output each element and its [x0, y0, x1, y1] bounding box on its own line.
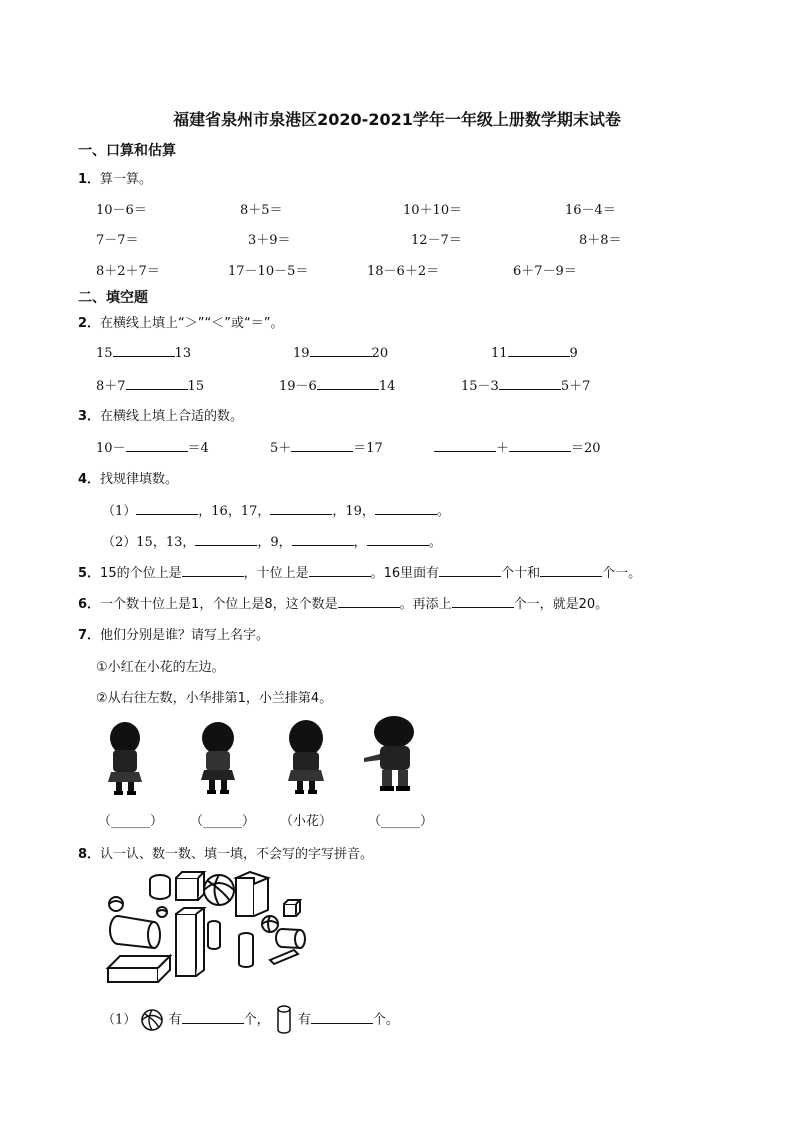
question-number: 2．: [78, 316, 101, 331]
answer-blank[interactable]: [182, 564, 244, 577]
answer-blank[interactable]: [292, 533, 354, 546]
answer-blank[interactable]: [311, 1011, 373, 1024]
calc-item: 10＋10＝: [403, 203, 463, 218]
pattern-item-1: （1） ，16，17， ，19， 。: [102, 504, 450, 519]
answer-blank[interactable]: [136, 502, 198, 515]
answer-blank[interactable]: [182, 1011, 244, 1024]
answer-blank[interactable]: [434, 439, 496, 452]
pattern-item-2: （2）15，13， ，9， ， 。: [102, 535, 442, 550]
clue-1: ①小红在小花的左边。: [96, 660, 225, 675]
child-figure-4: [360, 714, 424, 796]
compare-item: 8＋7 15: [96, 379, 205, 394]
name-label-3: （小花）: [280, 814, 333, 829]
question-6: 6．一个数十位上是1，个位上是8，这个数是 。再添上 个一，就是20。: [78, 597, 609, 612]
answer-blank[interactable]: [367, 533, 429, 546]
question-5: 5．15的个位上是 ，十位上是 。16里面有 个十和 个一。: [78, 566, 642, 581]
page-title: 福建省泉州市泉港区2020-2021学年一年级上册数学期末试卷: [173, 110, 621, 129]
shapes-illustration: [104, 868, 334, 986]
question-number: 3．: [78, 409, 101, 424]
answer-blank[interactable]: [113, 344, 175, 357]
compare-item: 15 13: [96, 346, 192, 361]
name-label-1: （______）: [98, 814, 164, 829]
answer-blank[interactable]: [270, 502, 332, 515]
compare-item: 19－6 14: [279, 379, 396, 394]
question-number: 5．: [78, 566, 101, 581]
question-text: 他们分别是谁？请写上名字。: [100, 628, 270, 643]
answer-blank[interactable]: [338, 595, 400, 608]
answer-blank[interactable]: [126, 439, 188, 452]
question-text: 算一算。: [100, 172, 153, 187]
question-2: [78, 312, 283, 331]
answer-blank[interactable]: [317, 377, 379, 390]
answer-blank[interactable]: [195, 533, 257, 546]
calc-item: 10－6＝: [96, 203, 147, 218]
compare-item: 11 9: [491, 346, 578, 361]
calc-item: 18－6＋2＝: [367, 264, 440, 279]
clue-2: ②从右往左数，小华排第1，小兰排第4。: [96, 691, 333, 706]
calc-item: 6＋7－9＝: [513, 264, 577, 279]
answer-blank[interactable]: [126, 377, 188, 390]
question-text: 在横线上填上“＞”“＜”或“＝”。: [100, 316, 284, 331]
child-figure-2: [195, 720, 241, 796]
child-figure-3: [283, 718, 329, 796]
question-number: 7．: [78, 628, 101, 643]
calc-item: 8＋2＋7＝: [96, 264, 160, 279]
answer-blank[interactable]: [540, 564, 602, 577]
question-1: [78, 168, 152, 187]
calc-item: 17－10－5＝: [228, 264, 309, 279]
answer-blank[interactable]: [508, 344, 570, 357]
child-figure-1: [102, 720, 148, 796]
fill-item: 5＋ ＝17: [270, 441, 383, 456]
question-number: 6．: [78, 597, 101, 612]
compare-item: 19 20: [293, 346, 389, 361]
question-number: 8．: [78, 847, 101, 862]
compare-item: 15－3 5＋7: [461, 379, 591, 394]
answer-blank[interactable]: [452, 595, 514, 608]
question-number: 1．: [78, 172, 101, 187]
answer-blank[interactable]: [310, 344, 372, 357]
answer-blank[interactable]: [309, 564, 371, 577]
calc-item: 7－7＝: [96, 233, 139, 248]
calc-item: 8＋5＝: [240, 203, 283, 218]
cylinder-icon: [274, 1004, 294, 1036]
fill-item: ＋ ＝20: [434, 437, 601, 456]
section-heading-2: 二、填空题: [78, 290, 148, 306]
calc-item: 3＋9＝: [248, 233, 291, 248]
answer-blank[interactable]: [509, 439, 571, 452]
answer-blank[interactable]: [499, 377, 561, 390]
question-8: [78, 843, 373, 862]
question-4: [78, 468, 178, 487]
ball-icon: [140, 1008, 164, 1032]
section-heading-1: 一、口算和估算: [78, 143, 176, 159]
shape-count-line: （1） 有 个， 有 个。: [102, 1004, 399, 1036]
calc-item: 12－7＝: [411, 233, 462, 248]
answer-blank[interactable]: [439, 564, 501, 577]
question-text: 找规律填数。: [100, 472, 179, 487]
question-3: [78, 405, 243, 424]
question-text: 在横线上填上合适的数。: [100, 409, 244, 424]
question-7: [78, 624, 269, 643]
calc-item: 8＋8＝: [579, 233, 622, 248]
answer-blank[interactable]: [375, 502, 437, 515]
question-number: 4．: [78, 472, 101, 487]
name-label-2: （______）: [190, 814, 256, 829]
name-label-4: （______）: [368, 814, 434, 829]
fill-item: 10－ ＝4: [96, 441, 209, 456]
answer-blank[interactable]: [291, 439, 353, 452]
question-text: 认一认、数一数、填一填，不会写的字写拼音。: [100, 847, 374, 862]
calc-item: 16－4＝: [565, 203, 616, 218]
